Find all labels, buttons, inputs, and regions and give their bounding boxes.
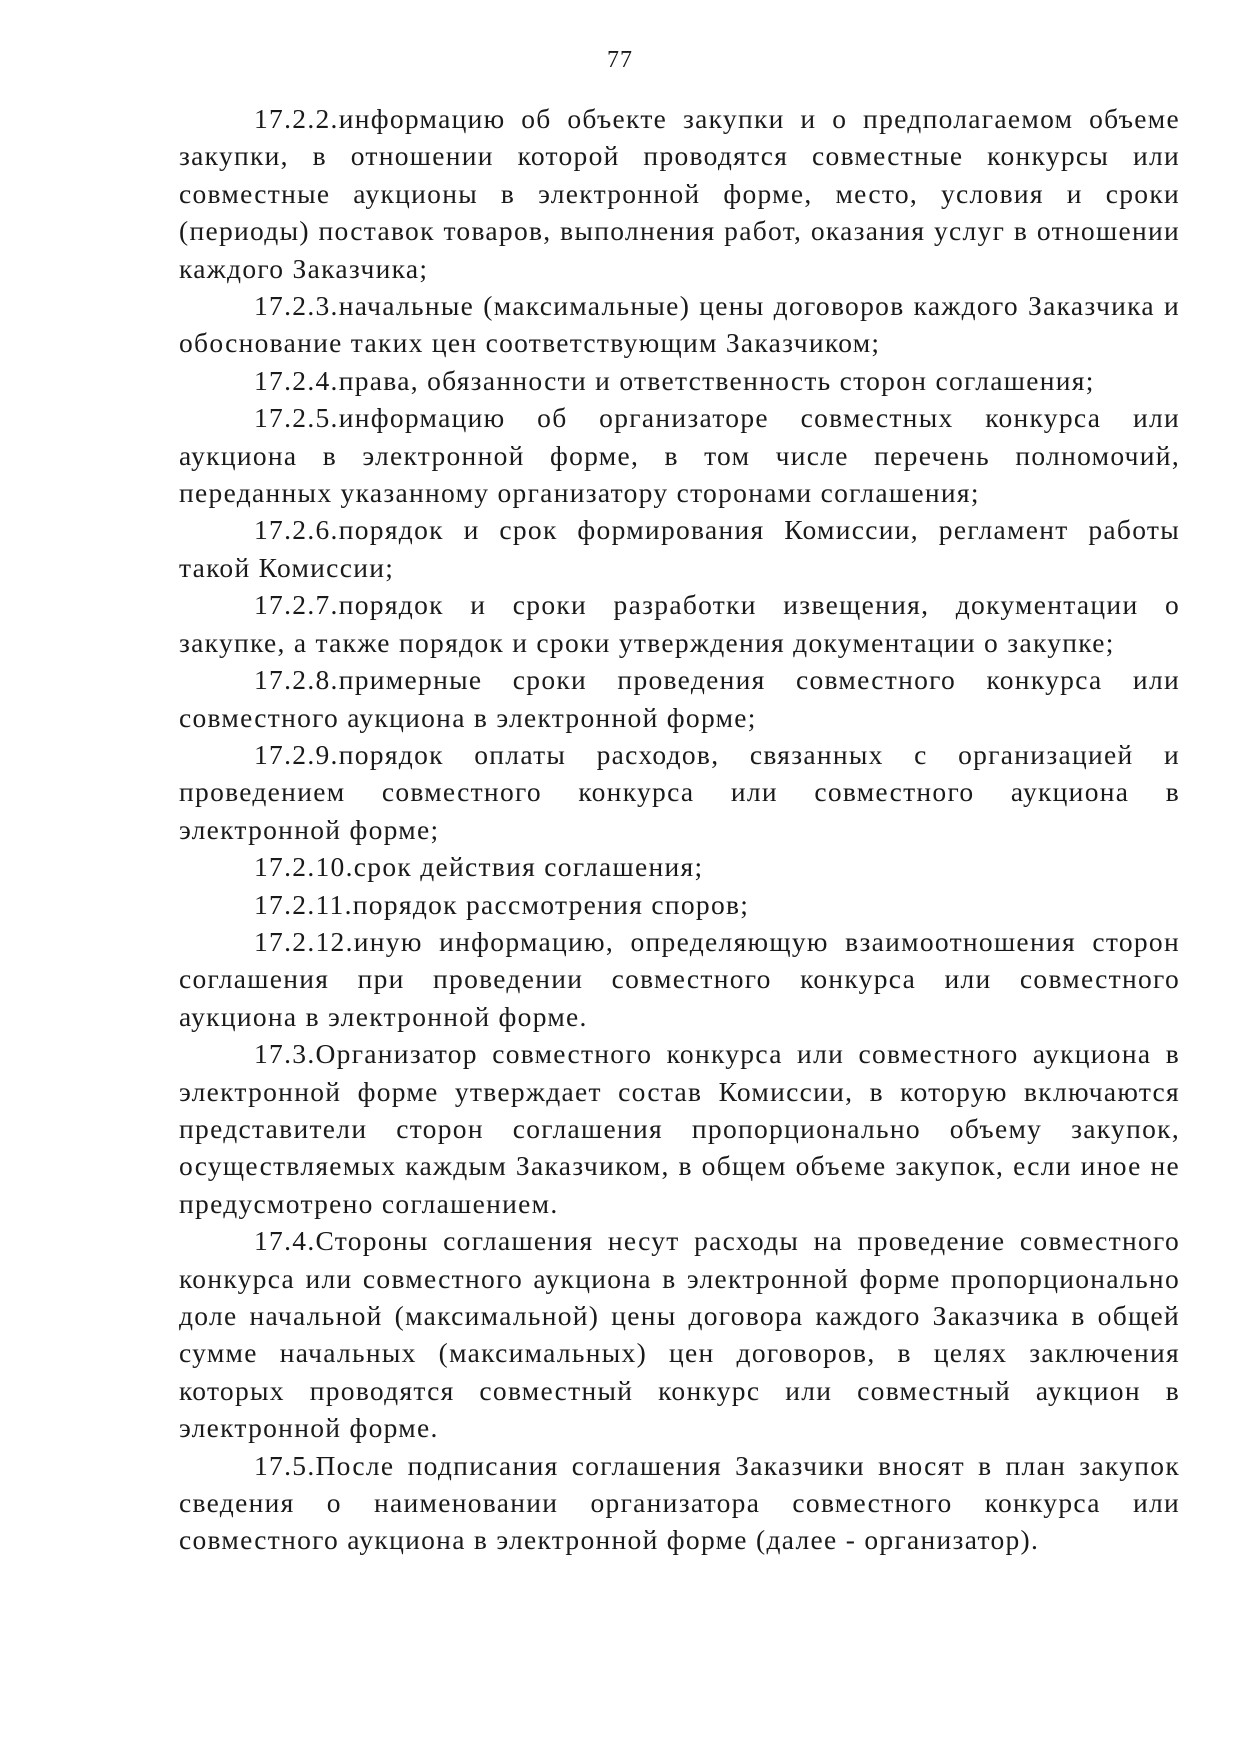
paragraph-17-4: 17.4.Стороны соглашения несут расходы на проведение совместного конкурса или совместного аукциона в электронной форме пропорционально доле начальной (максимальной) цены договора каждого Заказчика в общей сумме начальных (максимальных) цен договоров, в целях заключения которых проводятся совместный конкурс или совместный аукцион в электронной форме.: [179, 1225, 1180, 1444]
paragraph-17-2-8: 17.2.8.примерные сроки проведения совместного конкурса или совместного аукциона в электронной форме;: [179, 664, 1180, 733]
paragraph-17-2-5: 17.2.5.информацию об организаторе совместных конкурса или аукциона в электронной форме, в том числе перечень полномочий, переданных указанному организатору сторонами соглашения;: [179, 402, 1180, 509]
paragraph-17-2-12: 17.2.12.иную информацию, определяющую взаимоотношения сторон соглашения при проведении совместного конкурса или совместного аукциона в электронной форме.: [179, 925, 1180, 1032]
paragraph-17-3: 17.3.Организатор совместного конкурса или совместного аукциона в электронной форме утверждает состав Комиссии, в которую включаются представители сторон соглашения пропорционально объему закупок, осуществляемых каждым Заказчиком, в общем объеме закупок, если иное не предусмотрено соглашением.: [179, 1038, 1180, 1219]
paragraph-17-2-7: 17.2.7.порядок и сроки разработки извещения, документации о закупке, а также порядок и сроки утверждения документации о закупке;: [179, 589, 1180, 658]
paragraph-17-2-6: 17.2.6.порядок и срок формирования Комиссии, регламент работы такой Комиссии;: [179, 514, 1180, 583]
document-body: [179, 100, 1180, 1559]
paragraph-17-2-11: 17.2.11.порядок рассмотрения споров;: [254, 888, 750, 920]
paragraph-17-2-10: 17.2.10.срок действия соглашения;: [254, 851, 704, 883]
paragraph-17-5: 17.5.После подписания соглашения Заказчики вносят в план закупок сведения о наименовании организатора совместного конкурса или совместного аукциона в электронной форме (далее - организатор).: [179, 1449, 1180, 1556]
paragraph-17-2-3: 17.2.3.начальные (максимальные) цены договоров каждого Заказчика и обоснование таких цен соответствующим Заказчиком;: [179, 290, 1180, 359]
paragraph-17-2-4: 17.2.4.права, обязанности и ответственность сторон соглашения;: [254, 364, 1095, 396]
page-number: 77: [607, 47, 633, 73]
paragraph-17-2-9: 17.2.9.порядок оплаты расходов, связанных с организацией и проведением совместного конкурса или совместного аукциона в электронной форме;: [179, 738, 1180, 845]
paragraph-17-2-2: 17.2.2.информацию об объекте закупки и о предполагаемом объеме закупки, в отношении которой проводятся совместные конкурсы или совместные аукционы в электронной форме, место, условия и сроки (периоды) поставок товаров, выполнения работ, оказания услуг в отношении каждого Заказчика;: [179, 103, 1180, 284]
